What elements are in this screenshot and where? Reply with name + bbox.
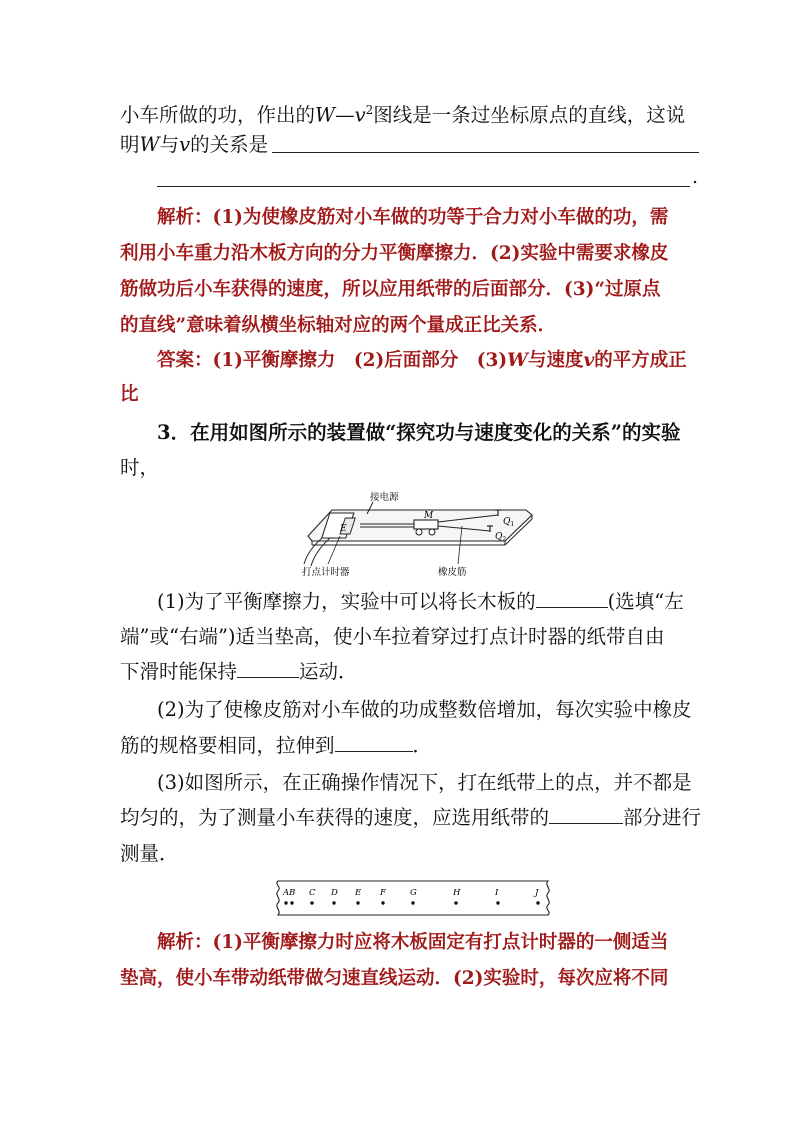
tape-dot: [381, 901, 384, 904]
tape-dot: [290, 901, 293, 904]
analysis2-line-2: 垫高，使小车带动纸带做匀速直线运动．(2)实验时，每次应将不同: [120, 968, 669, 989]
tape-dot: [310, 901, 313, 904]
q3-part2-line-1: (2)为了使橡皮筋对小车做的功成整数倍增加，每次实验中橡皮: [157, 698, 692, 721]
period: .: [692, 166, 699, 188]
tape-label: B: [289, 888, 296, 898]
label-power: 接电源: [370, 492, 399, 503]
colon: ：: [194, 207, 213, 228]
analysis-line-2: 利用小车重力沿木板方向的分力平衡摩擦力．(2)实验中需要求橡皮: [120, 243, 669, 264]
q3-part1-line-3: [120, 655, 700, 689]
answer-blank[interactable]: [237, 659, 299, 678]
cart: [414, 520, 438, 529]
q3-part3-line-1: (3)如图所示，在正确操作情况下，打在纸带上的点，并不都是: [157, 771, 692, 794]
answer-line-1: [157, 344, 702, 378]
tape-label: H: [453, 888, 461, 898]
text: 与速度: [527, 350, 584, 371]
question-line-2: [120, 128, 700, 162]
question-line-1: [120, 93, 700, 133]
answer-line-2: 比: [120, 384, 139, 405]
q3-line-2: 时，: [120, 456, 160, 479]
answer-blank[interactable]: [536, 589, 608, 608]
text: 下滑时能保持: [120, 660, 238, 683]
text: (1)为使橡皮筋对小车做的功等于合力对小车做的功，需: [212, 207, 669, 228]
analysis2-line-1: [157, 926, 702, 960]
text: ．: [412, 734, 433, 757]
analysis-line-4: 的直线”意味着纵横坐标轴对应的两个量成正比关系．: [120, 315, 557, 336]
text: (选填“左: [607, 590, 684, 613]
text: 部分进行: [623, 806, 702, 829]
text: 明: [120, 133, 140, 156]
tape-label: E: [355, 888, 362, 898]
q3-part2-line-2: [120, 729, 700, 763]
text: 图线是一条过坐标原点的直线，这说: [373, 103, 686, 127]
var-v: v: [354, 103, 366, 127]
tape-outline: [277, 881, 549, 915]
tape-dot: [496, 901, 499, 904]
paper-tape-figure: [272, 876, 556, 920]
apparatus-figure: [300, 488, 536, 580]
text: 的平方成正: [594, 350, 687, 371]
text: 筋的规格要相同，拉伸到: [120, 734, 335, 757]
cart-wheel: [416, 529, 422, 535]
q3-part1-line-1: [157, 585, 702, 619]
q3-part3-line-3: 测量．: [120, 842, 179, 865]
label-timer: 打点计时器: [302, 567, 350, 578]
tape-dot: [332, 901, 335, 904]
tape-label: C: [309, 888, 316, 898]
tape-dot: [284, 901, 287, 904]
answer-blank[interactable]: [549, 805, 623, 824]
text: 运动．: [299, 660, 358, 683]
label-rubber-band: 橡皮筋: [438, 567, 467, 578]
answer-blank[interactable]: [157, 186, 690, 187]
colon: ：: [194, 350, 213, 371]
tape-label: J: [535, 888, 539, 898]
label-E: E: [340, 524, 347, 534]
tape-label: D: [331, 888, 338, 898]
text: 3．在用如图所示的装置做“探究功与速度变化的关系”的实验: [157, 421, 681, 444]
colon: ：: [194, 932, 213, 953]
label-Q2: $Q_2$: [495, 532, 507, 543]
answer-label: 答案: [157, 350, 195, 371]
text: 小车所做的功，作出的: [120, 103, 316, 127]
answer-blank[interactable]: [335, 733, 413, 752]
q3-line-1: [157, 416, 702, 450]
q3-part3-line-2: [120, 801, 700, 835]
analysis-label: 解析: [157, 207, 195, 228]
text: (1)平衡摩擦力 (2)后面部分 (3): [212, 350, 508, 371]
superscript: 2: [365, 103, 374, 117]
label-Q1: $Q_1$: [503, 517, 515, 528]
text: 与: [159, 133, 180, 156]
var-W: W: [507, 350, 528, 371]
tape-dot: [356, 901, 359, 904]
var-W: W: [139, 133, 160, 156]
text: (1)为了平衡摩擦力，实验中可以将长木板的: [157, 590, 536, 613]
tape-label: A: [283, 888, 290, 898]
cart-wheel: [429, 529, 435, 535]
analysis-line-1: [157, 201, 702, 235]
q3-part1-line-2: 端”或“右端”)适当垫高，使小车拉着穿过打点计时器的纸带自由: [120, 625, 665, 648]
tape-label: F: [380, 888, 386, 898]
text: 的关系是: [190, 133, 269, 156]
answer-blank[interactable]: [272, 152, 699, 153]
var-v: v: [583, 350, 595, 371]
label-M: M: [424, 511, 434, 521]
text: 均匀的，为了测量小车获得的速度，应选用纸带的: [120, 806, 550, 829]
analysis-line-3: 筋做功后小车获得的速度，所以应用纸带的后面部分．(3)“过原点: [120, 279, 661, 300]
tape-dot: [454, 901, 457, 904]
tape-dot: [411, 901, 414, 904]
analysis-label: 解析: [157, 932, 195, 953]
tape-label: G: [410, 888, 417, 898]
dash: —: [335, 103, 355, 127]
text: (1)平衡摩擦力时应将木板固定有打点计时器的一侧适当: [212, 932, 669, 953]
tape-dot: [536, 901, 539, 904]
var-v: v: [179, 133, 191, 156]
var-W: W: [315, 103, 336, 127]
tape-label: I: [495, 888, 499, 898]
